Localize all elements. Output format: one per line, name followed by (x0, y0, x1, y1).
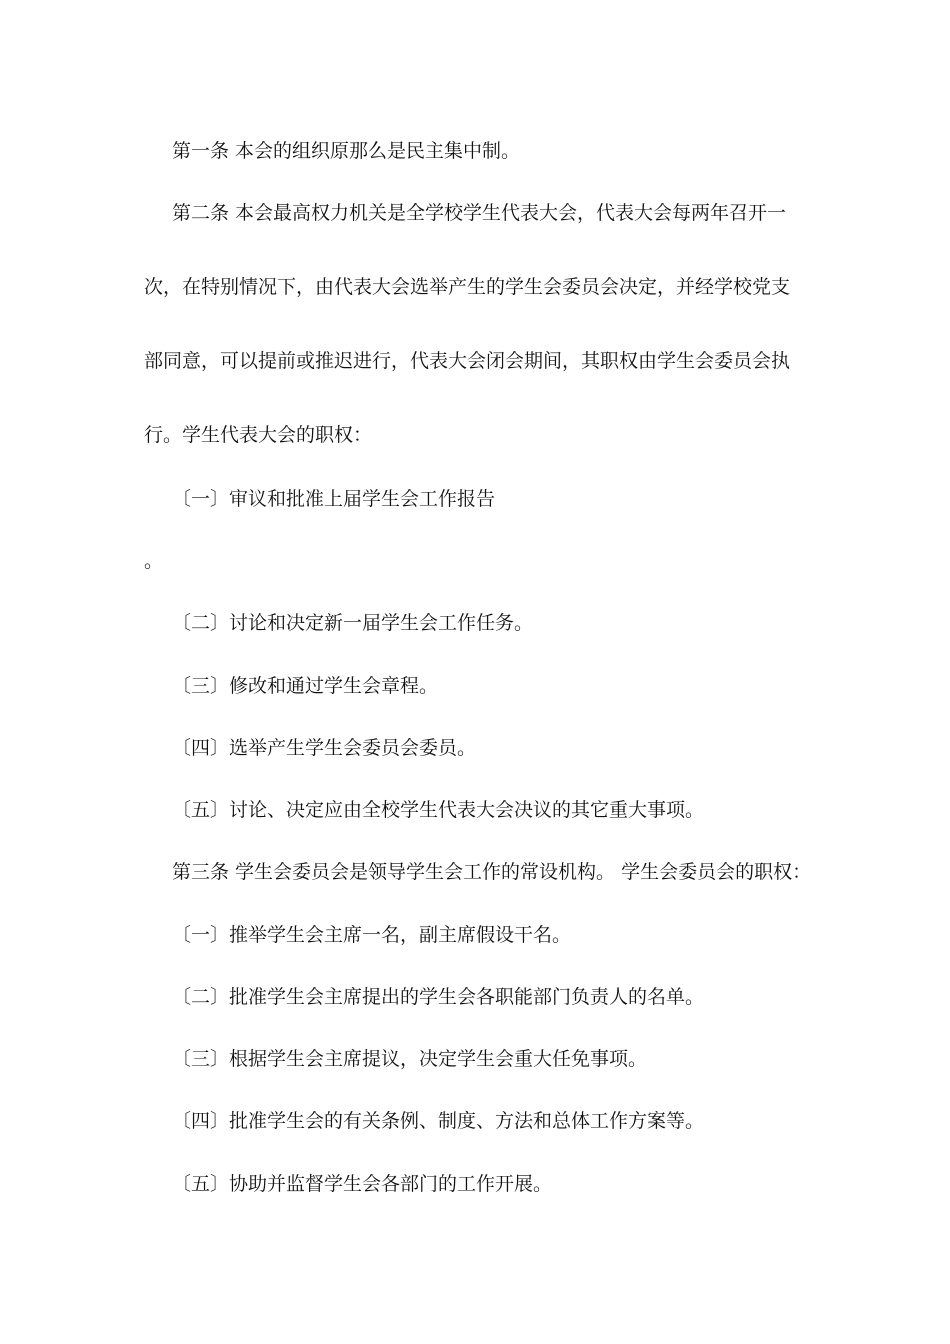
article-2-item-5: 〔五〕讨论、决定应由全校学生代表大会决议的其它重大事项。 (172, 799, 705, 821)
article-3-item-1: 〔一〕推举学生会主席一名，副主席假设干名。 (172, 924, 572, 946)
article-2-item-2: 〔二〕讨论和决定新一届学生会工作任务。 (172, 612, 534, 634)
article-1-line: 第一条 本会的组织原那么是民主集中制。 (172, 140, 521, 162)
article-3-line: 第三条 学生会委员会是领导学生会工作的常设机构。 学生会委员会的职权： (172, 861, 812, 883)
article-2-item-4: 〔四〕选举产生学生会委员会委员。 (172, 737, 477, 759)
article-3-item-4: 〔四〕批准学生会的有关条例、制度、方法和总体工作方案等。 (172, 1110, 705, 1132)
article-2-line-1: 第二条 本会最高权力机关是全学校学生代表大会，代表大会每两年召开一 (172, 202, 787, 224)
article-2-item-1: 〔一〕审议和批准上届学生会工作报告 (172, 488, 496, 510)
article-3-item-3: 〔三〕根据学生会主席提议，决定学生会重大任免事项。 (172, 1048, 648, 1070)
article-2-line-3: 部同意，可以提前或推迟进行，代表大会闭会期间，其职权由学生会委员会执 (144, 350, 791, 372)
article-2-item-3: 〔三〕修改和通过学生会章程。 (172, 675, 439, 697)
article-3-item-5: 〔五〕协助并监督学生会各部门的工作开展。 (172, 1173, 553, 1195)
article-2-line-4: 行。学生代表大会的职权： (144, 424, 373, 446)
article-3-item-2: 〔二〕批准学生会主席提出的学生会各职能部门负责人的名单。 (172, 986, 705, 1008)
article-2-line-2: 次，在特别情况下，由代表大会选举产生的学生会委员会决定，并经学校党支 (144, 276, 791, 298)
article-2-item-1-continuation: 。 (144, 550, 164, 572)
